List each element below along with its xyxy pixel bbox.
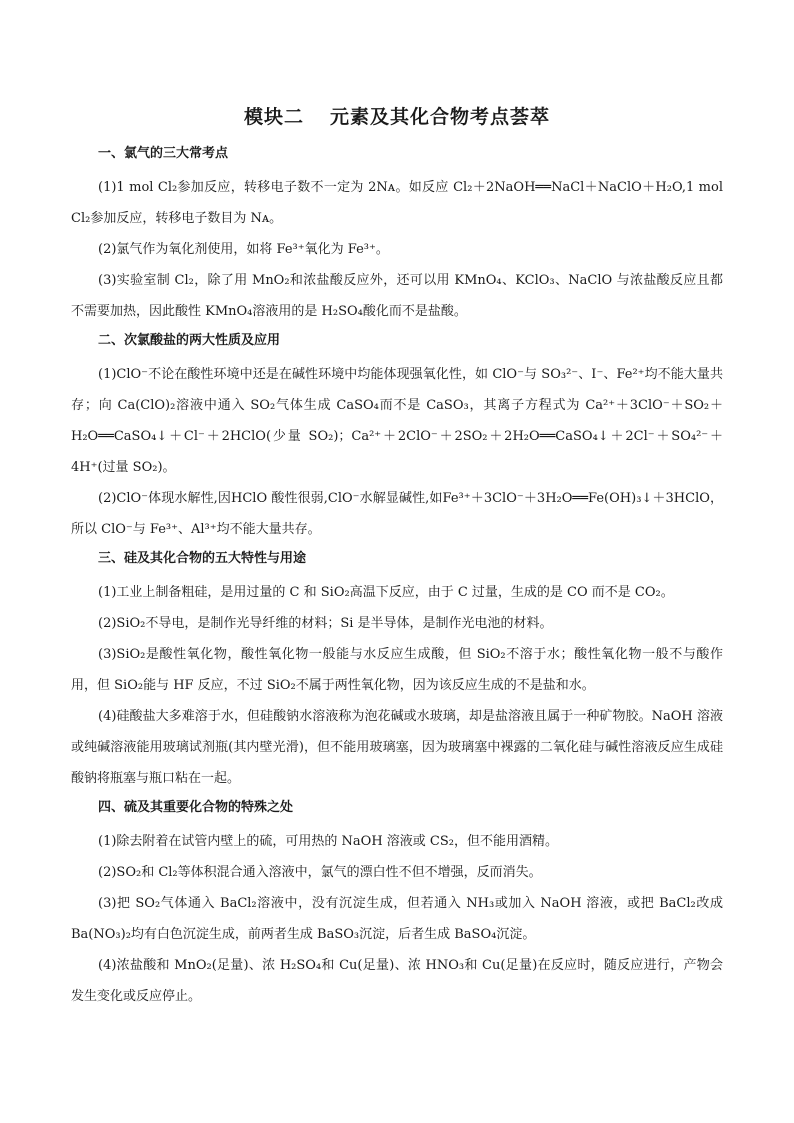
- paragraph: (1)1 mol Cl₂参加反应，转移电子数不一定为 2Nᴀ。如反应 Cl₂＋2NaOH══NaCl＋NaClO＋H₂O,1 mol Cl₂参加反应，转移电子数目为 Nᴀ。: [71, 180, 723, 226]
- section-heading: 四、硫及其重要化合物的特殊之处: [98, 800, 294, 815]
- module-label: 模块二: [243, 106, 304, 128]
- paragraph: (2)SiO₂不导电，是制作光导纤维的材料；Si 是半导体，是制作光电池的材料。: [98, 616, 553, 631]
- page-title: [71, 104, 723, 130]
- section-heading: 一、氯气的三大常考点: [98, 146, 229, 161]
- section-silicon: [71, 549, 723, 794]
- paragraph: (4)硅酸盐大多难溶于水，但硅酸钠水溶液称为泡花碱或水玻璃，却是盐溶液且属于一种矿物胶。NaOH 溶液或纯碱溶液能用玻璃试剂瓶(其内壁光滑)，但不能用玻璃塞，因为玻璃塞中裸露的二氧化硅与碱性溶液反应生成硅酸钠将瓶塞与瓶口粘在一起。: [71, 709, 723, 786]
- section-chlorine: [71, 144, 723, 327]
- paragraph: (3)实验室制 Cl₂，除了用 MnO₂和浓盐酸反应外，还可以用 KMnO₄、KClO₃、NaClO 与浓盐酸反应且都不需要加热，因此酸性 KMnO₄溶液用的是 H₂SO₄酸化而不是盐酸。: [71, 273, 723, 319]
- paragraph: (2)SO₂和 Cl₂等体积混合通入溶液中，氯气的漂白性不但不增强，反而消失。: [98, 865, 542, 880]
- paragraph: (2)氯气作为氧化剂使用，如将 Fe³⁺氧化为 Fe³⁺。: [98, 242, 389, 257]
- section-sulfur: [71, 798, 723, 1012]
- section-hypochlorite: [71, 331, 723, 545]
- section-heading: 三、硅及其化合物的五大特性与用途: [98, 551, 307, 566]
- title-text: 元素及其化合物考点荟萃: [330, 106, 551, 128]
- paragraph: (1)ClO⁻不论在酸性环境中还是在碱性环境中均能体现强氧化性，如 ClO⁻与 SO₃²⁻、I⁻、Fe²⁺均不能大量共存；向 Ca(ClO)₂溶液中通入 SO₂气体生成 CaSO₄而不是 CaSO₃，其离子方程式为 Ca²⁺＋3ClO⁻＋SO₂＋H₂O══CaSO₄↓＋Cl⁻＋2HClO(少量 SO₂)；Ca²⁺＋2ClO⁻＋2SO₂＋2H₂O══CaSO₄↓＋2Cl⁻＋SO₄²⁻＋4H⁺(过量 SO₂)。: [71, 367, 723, 475]
- paragraph: (1)工业上制备粗硅，是用过量的 C 和 SiO₂高温下反应，由于 C 过量，生成的是 CO 而不是 CO₂。: [98, 585, 674, 600]
- paragraph: (2)ClO⁻体现水解性,因HClO 酸性很弱,ClO⁻水解显碱性,如Fe³⁺＋3ClO⁻＋3H₂O══Fe(OH)₃↓＋3HClO，所以 ClO⁻与 Fe³⁺、Al³⁺均不能大量共存。: [71, 491, 723, 537]
- section-heading: 二、次氯酸盐的两大性质及应用: [98, 333, 281, 348]
- paragraph: (3)把 SO₂气体通入 BaCl₂溶液中，没有沉淀生成，但若通入 NH₃或加入 NaOH 溶液，或把 BaCl₂改成 Ba(NO₃)₂均有白色沉淀生成，前两者生成 BaSO₃沉淀，后者生成 BaSO₄沉淀。: [71, 896, 723, 942]
- paragraph: (3)SiO₂是酸性氧化物，酸性氧化物一般能与水反应生成酸，但 SiO₂不溶于水；酸性氧化物一般不与酸作用，但 SiO₂能与 HF 反应，不过 SiO₂不属于两性氧化物，因为该反应生成的不是盐和水。: [71, 647, 723, 693]
- paragraph: (4)浓盐酸和 MnO₂(足量)、浓 H₂SO₄和 Cu(足量)、浓 HNO₃和 Cu(足量)在反应时，随反应进行，产物会发生变化或反应停止。: [71, 958, 723, 1004]
- paragraph: (1)除去附着在试管内壁上的硫，可用热的 NaOH 溶液或 CS₂，但不能用酒精。: [98, 834, 558, 849]
